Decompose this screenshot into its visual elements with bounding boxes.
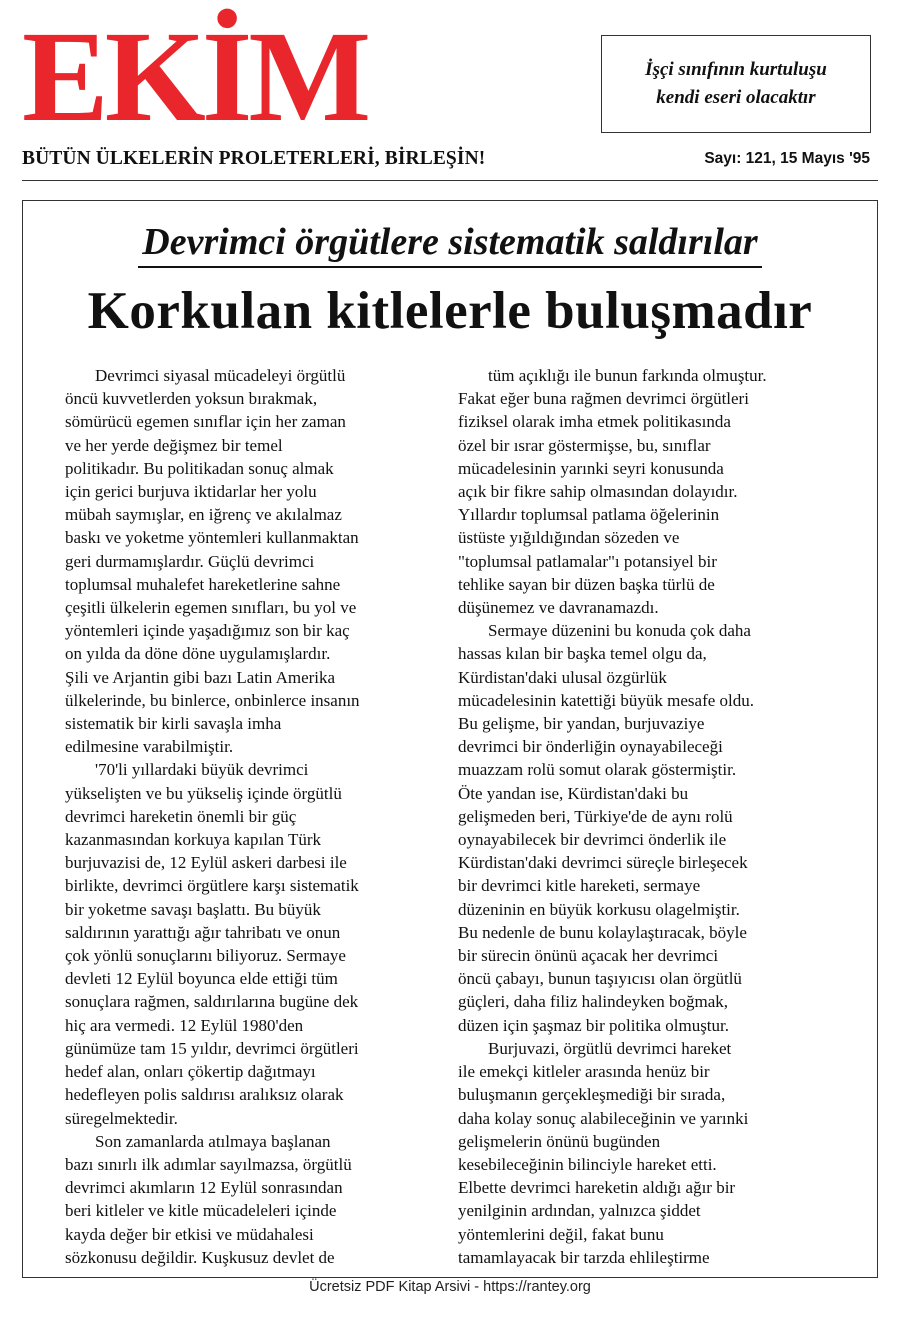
masthead-logo: EKİM [22, 5, 368, 149]
paragraph: '70'li yıllardaki büyük devrimci yükselişten ve bu yükseliş içinde örgütlü devrimci hareketin önemli bir güç kazanmasından korkuya kapılan Türk burjuvazisi de, 12 Eylül askeri darbesi ile birlikte, devrimci örgütlere karşı sistematik bir yoketme savaşı başlattı. Bu büyük saldırının yarattığı ağır tahribatı ve onun çok yönlü sonuçlarını biliyoruz. Sermaye devleti 12 Eylül boyunca elde ettiği tüm sonuçlara rağmen, saldırılarına bugüne dek hiç ara vermedi. 12 Eylül 1980'den günümüze tam 15 yıldır, devrimci örgütleri hedef alan, onları çökertip dağıtmayı hedefleyen polis saldırısı aralıksız olarak süregelmektedir. [65, 760, 359, 1128]
masthead-divider [22, 180, 878, 181]
kicker-text: Devrimci örgütlere sistematik saldırılar [138, 221, 761, 268]
paragraph: Son zamanlarda atılmaya başlanan bazı sınırlı ilk adımlar sayılmazsa, örgütlü devrimci akımların 12 Eylül sonrasından beri kitleler ve kitle mücadeleleri içinde kayda değer bir etkisi ve müdahalesi sözkonusu değildir. Kuşkusuz devlet de [65, 1131, 352, 1267]
article-headline: Korkulan kitlelerle buluşmadır [87, 282, 813, 340]
motto-line-2: kendi eseri olacaktır [656, 87, 816, 108]
article-box [22, 200, 878, 1278]
paragraph: tüm açıklığı ile bunun farkında olmuştur. Fakat eğer buna rağmen devrimci örgütleri fiziksel olarak imha etmek politikasında özel bir ısrar göstermişse, bu, sınıflar mücadelesinin yarınki seyri konusunda açık bir fikre sahip olmasından dolayıdır. Yıllardır toplumsal patlama öğelerinin üstüste yığıldığından sözeden ve "toplumsal patlamalar"ı potansiyel bir tehlike sayan bir düzen başka türlü de düşünemez ve davranamazdı. [458, 366, 767, 618]
paragraph: Burjuvazi, örgütlü devrimci hareket ile emekçi kitleler arasında henüz bir buluşmanın gerçekleşmediği bir sırada, daha kolay sonuç alabileceğinin ve yarınki gelişmelerin önünü bugünden kesebileceğinin bilinciyle hareket etti. Elbette devrimci hareketin aldığı ağır bir yenilginin ardından, yalnızca şiddet yöntemlerini değil, fakat bunu tamamlayacak bir tarzda ehlileştirme [458, 1038, 749, 1267]
right-column [458, 364, 818, 1269]
left-column [65, 364, 425, 1269]
paragraph: Devrimci siyasal mücadeleyi örgütlü öncü kuvvetlerden yoksun bırakmak, sömürücü egemen sınıflar için her zaman ve her yerde değişmez bir temel politikadır. Bu politikadan sonuç almak için gerici burjuva iktidarlar her yolu mübah saymışlar, en iğrenç ve akılalmaz baskı ve yoketme yöntemleri kullanmaktan geri durmamışlardır. Güçlü devrimci toplumsal muhalefet hareketlerine sahne çeşitli ülkelerin egemen sınıfları, bu yol ve yöntemleri içinde yaşadığımız son bir kaç on yılda da döne döne uygulamışlardır. Şili ve Arjantin gibi bazı Latin Amerika ülkelerinde, bu binlerce, onbinlerce insanın sistematik bir kirli savaşla imha edilmesine varabilmiştir. [65, 366, 360, 757]
paragraph: Sermaye düzenini bu konuda çok daha hassas kılan bir başka temel olgu da, Kürdistan'daki ulusal özgürlük mücadelesinin katettiği büyük mesafe oldu. Bu gelişme, bir yandan, burjuvaziye devrimci bir önderliğin oynayabileceği muazzam rolü somut olarak göstermiştir. Öte yandan ise, Kürdistan'daki bu gelişmeden beri, Türkiye'de de aynı rolü oynayabilecek bir devrimci önderlik ile Kürdistan'daki devrimci süreçle birleşecek bir devrimci kitle hareketi, sermaye düzeninin en büyük korkusu olagelmiştir. Bu nedenle de bunu kolaylaştıracak, böyle bir sürecin önünü açacak her devrimci öncü çabayı, bunun taşıyıcısı olan örgütlü güçleri, daha filiz halindeyken boğmak, düzen için şaşmaz bir politika olmuştur. [458, 621, 755, 1035]
motto-line-1: İşçi sınıfının kurtuluşu [645, 59, 827, 80]
footer-source: Ücretsiz PDF Kitap Arsivi - https://rantey.org [309, 1279, 591, 1295]
article-kicker [23, 223, 877, 261]
issue-info: Sayı: 121, 15 Mayıs '95 [704, 150, 870, 167]
motto-box [601, 35, 871, 133]
slogan: BÜTÜN ÜLKELERİN PROLETERLERİ, BİRLEŞİN! [22, 148, 486, 169]
